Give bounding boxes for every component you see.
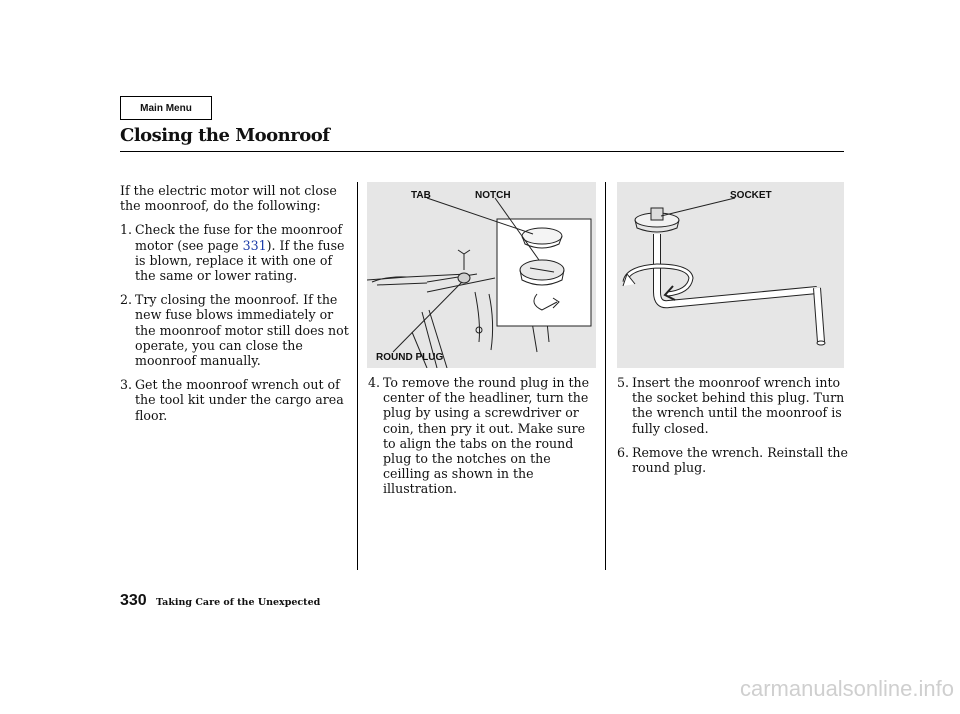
step-number: 5. — [617, 375, 630, 390]
step-number: 6. — [617, 444, 630, 460]
step-number: 2. — [120, 292, 133, 308]
step-text: ). If the fuse is blown, replace it with one of the same or lower rating. — [135, 237, 345, 284]
headliner-drawing — [367, 182, 596, 368]
tab-label: TAB — [411, 190, 431, 201]
step-text: Check the fuse for the moonroof motor (see page — [135, 222, 343, 253]
step-number: 4. — [368, 375, 381, 390]
page-title: Closing the Moonroof — [120, 125, 330, 146]
left-column — [120, 183, 352, 423]
round-plug-illustration — [367, 182, 596, 368]
column-divider-right — [605, 182, 606, 570]
intro-text: If the electric motor will not close the moonroof, do the following: — [120, 183, 337, 214]
step-text: To remove the round plug in the center of the headliner, turn the plug by using a screwdriver or coin, then pry it out. Make sure to align the tabs on the round plug to the notches on the ceilling as shown in the illustration. — [383, 375, 590, 497]
notch-label: NOTCH — [475, 190, 511, 201]
column-divider-left — [357, 182, 358, 570]
round-plug-label: ROUND PLUG — [376, 352, 444, 363]
step-number: 3. — [120, 377, 133, 393]
step-text: Get the moonroof wrench out of the tool kit under the cargo area floor. — [135, 377, 344, 423]
middle-column-text — [368, 375, 598, 497]
step-number: 1. — [120, 222, 133, 238]
step-text: Insert the moonroof wrench into the socket behind this plug. Turn the wrench until the moonroof is fully closed. — [632, 375, 845, 436]
right-column-text — [617, 375, 849, 475]
step-4 — [368, 375, 598, 497]
moonroof-wrench-drawing — [617, 182, 844, 368]
page-link-331[interactable]: 331 — [242, 237, 267, 253]
step-text: Remove the wrench. Reinstall the round plug. — [632, 444, 848, 476]
section-name: Taking Care of the Unexpected — [156, 597, 321, 608]
watermark-text: carmanualsonline.info — [739, 676, 954, 701]
step-text: Try closing the moonroof. If the new fuse blows immediately or the moonroof motor still does not operate, you can close the moonroof manually. — [135, 292, 349, 369]
main-menu-button[interactable]: Main Menu — [120, 96, 212, 120]
step-6 — [617, 445, 849, 475]
step-3 — [120, 377, 352, 423]
page-number: 330 — [120, 592, 147, 609]
title-rule — [120, 151, 844, 152]
step-1 — [120, 222, 352, 283]
step-5 — [617, 375, 849, 436]
wrench-illustration — [617, 182, 844, 368]
step-2 — [120, 292, 352, 368]
socket-label: SOCKET — [730, 190, 772, 201]
